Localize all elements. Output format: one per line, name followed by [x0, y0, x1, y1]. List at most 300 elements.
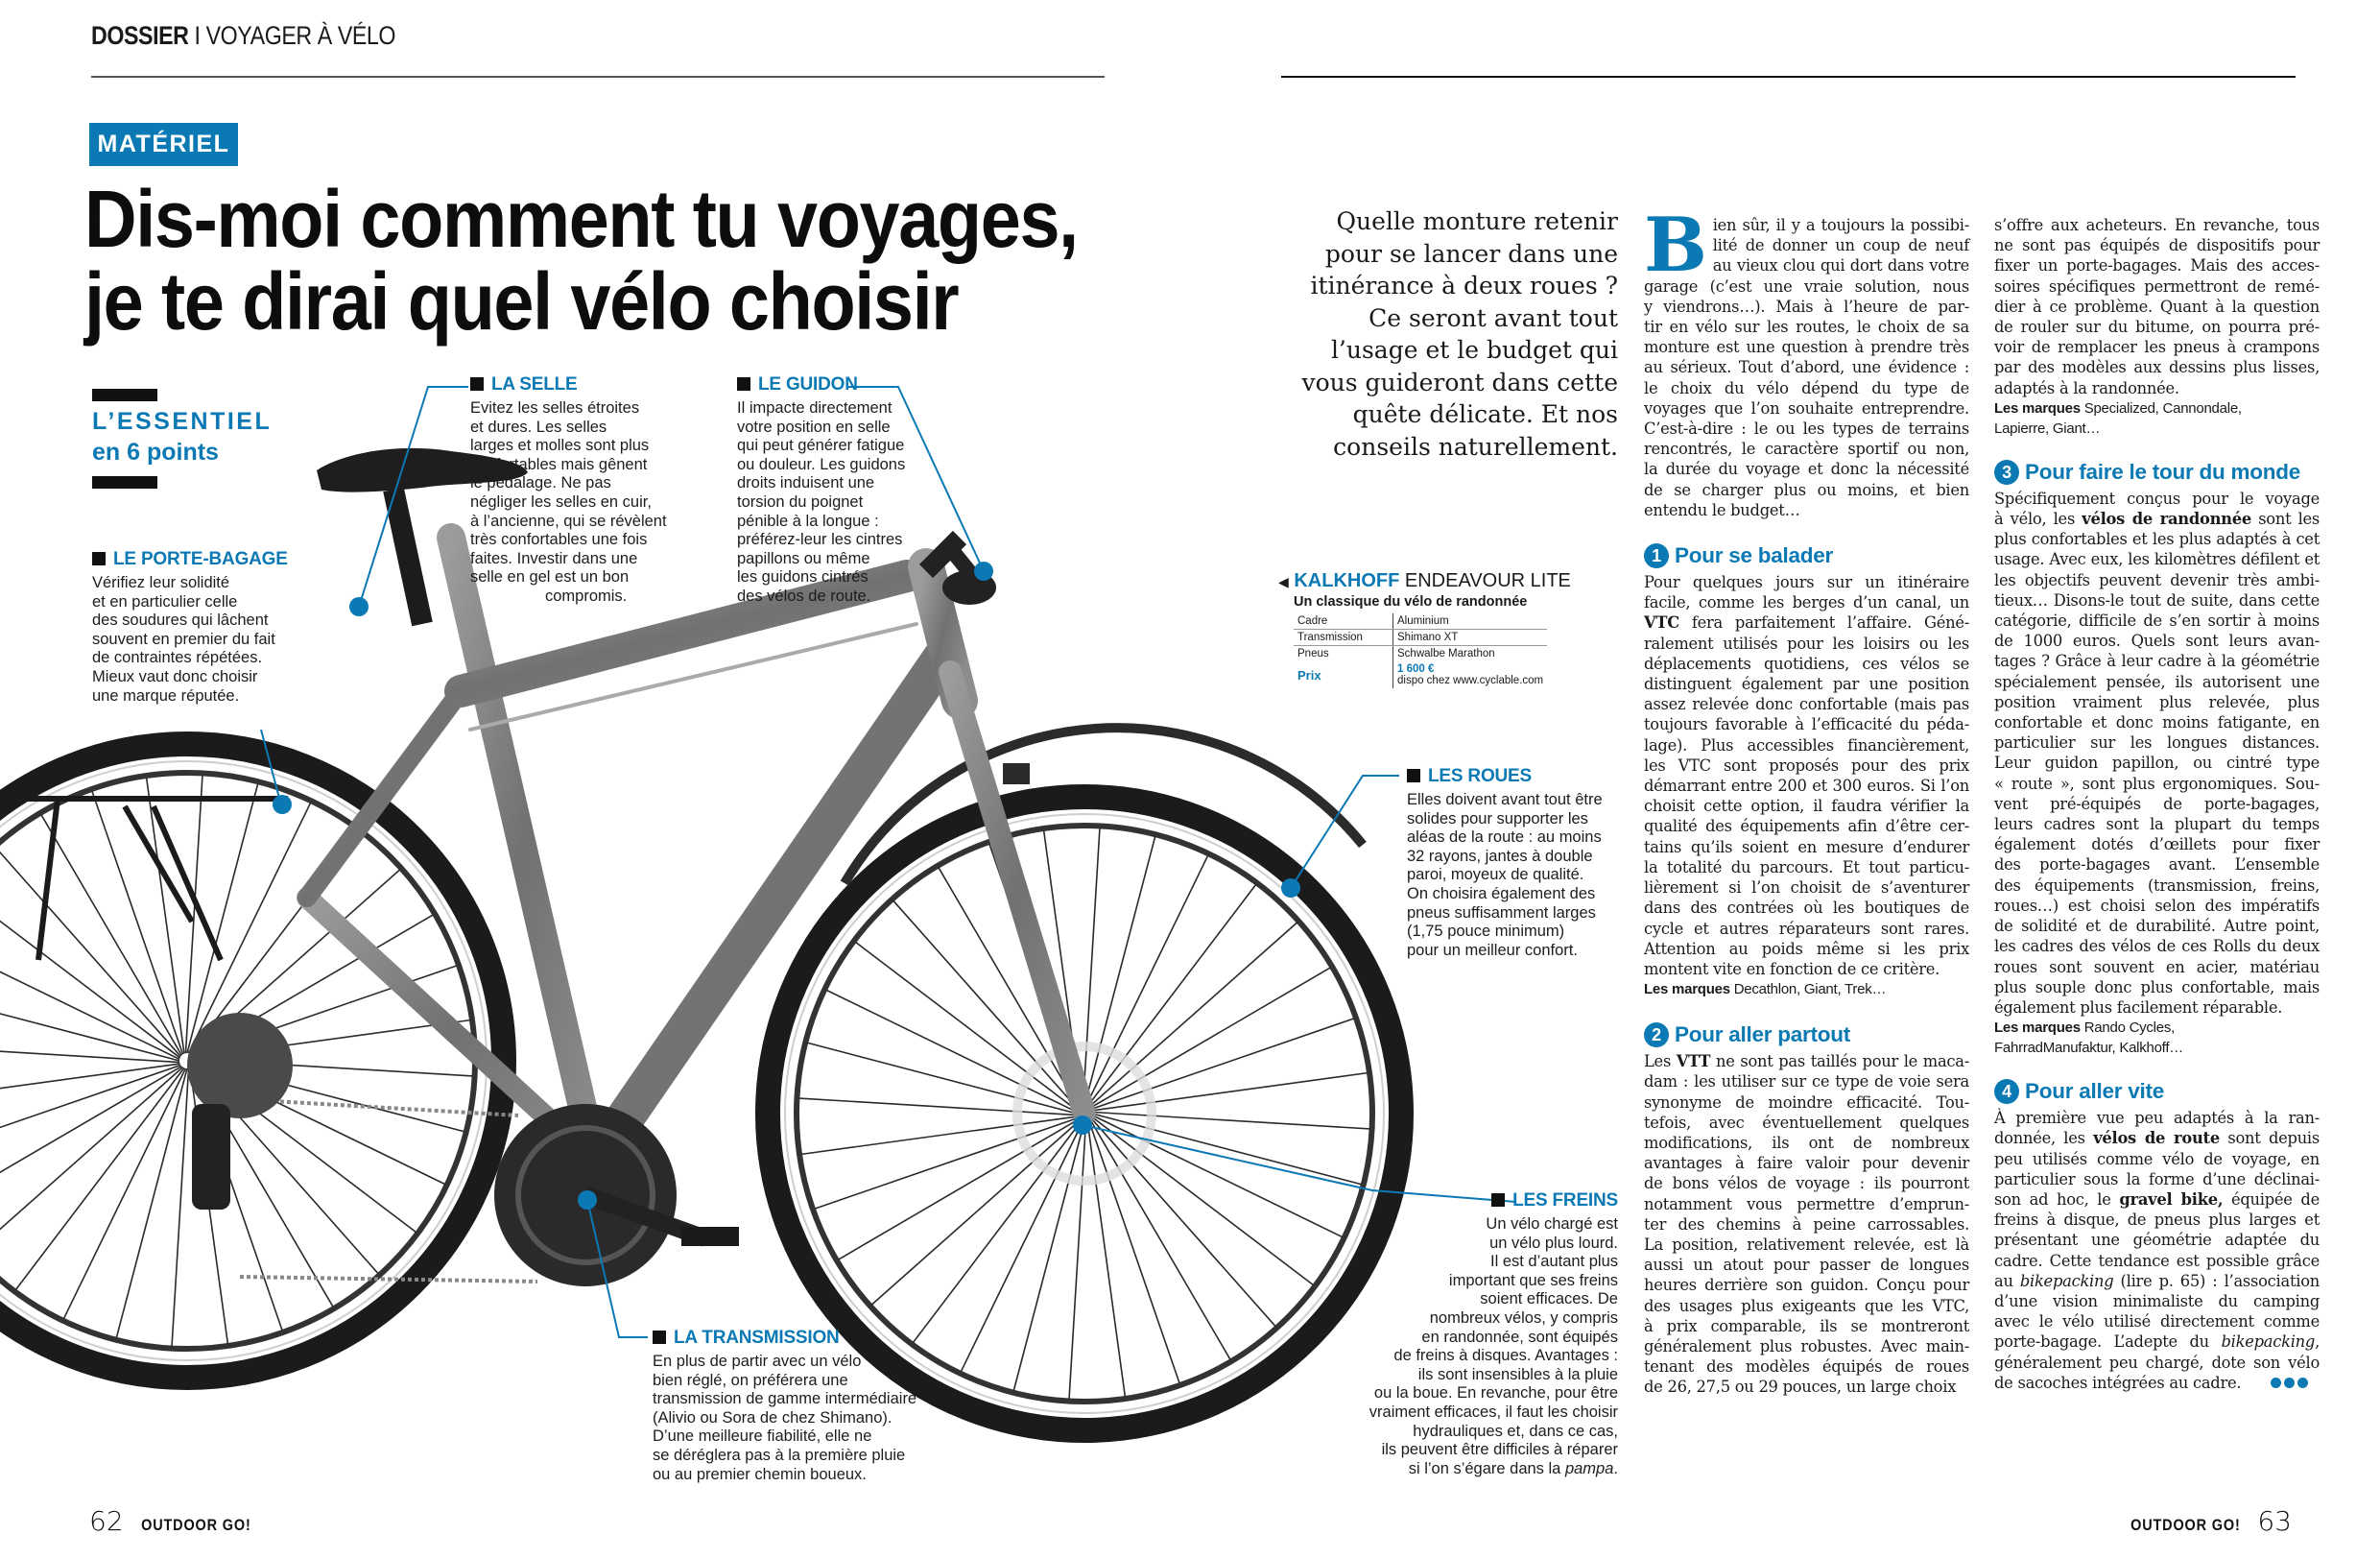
spoke: [807, 1043, 1077, 1114]
article-line: vent pré-équipés de porte-bagages,: [1994, 794, 2320, 813]
callout-line: ou au premier chemin boueux.: [653, 1465, 867, 1483]
article-line: toujours favorable à l’efficacité du péda-: [1644, 715, 1969, 734]
article-line: assez relevée donc confortable (mais pas: [1644, 695, 1969, 714]
spec-row-price: [1294, 661, 1547, 688]
footer-right: [2121, 1505, 2292, 1537]
pedal: [681, 1227, 739, 1246]
dot: [2284, 1378, 2295, 1388]
intro-line: Quelle monture retenir: [1336, 207, 1618, 235]
article-line: leurs cadres sont la plupart du temps: [1994, 815, 2320, 834]
callout-title: LA TRANSMISSION: [674, 1328, 840, 1348]
brands-label: Les marques: [1644, 981, 1730, 998]
article-line: ter des chemins à peine carrossables.: [1644, 1214, 1969, 1234]
section-number-badge: 1: [1644, 543, 1669, 568]
callout-line: Il est d’autant plus: [1490, 1253, 1618, 1271]
spoke: [0, 1067, 181, 1207]
callout-line: vraiment efficaces, il faut les choisir: [1368, 1403, 1618, 1421]
spoke: [116, 1068, 187, 1338]
magazine-name: OUTDOOR GO!: [140, 1516, 251, 1534]
article-line: porte-bagage. L’adepte du bikepacking,: [1994, 1332, 2320, 1352]
callout-line: selle en gel est un bon: [470, 568, 630, 587]
bullet-square-icon: [470, 377, 484, 391]
article-line: roues sont souvent en acier, matériau: [1994, 957, 2320, 976]
article-line: dam : les utiliser sur ce type de voie sera: [1644, 1072, 1969, 1091]
article-line: position vraiment plus relevée, plus: [1994, 692, 2320, 711]
spoke: [1092, 1114, 1362, 1185]
spoke: [826, 990, 1077, 1112]
article-line: les cadres des vélos de ces Rolls du deux: [1994, 937, 2320, 956]
callout-line: Il impacte directement: [737, 399, 892, 417]
article-line: notamment vous permettre d’emprun-: [1644, 1194, 1969, 1213]
article-line: les objectifs peuvent devenir très ambi-: [1994, 570, 2320, 589]
callout-line: (Alivio ou Sora de chez Shimano).: [653, 1408, 892, 1427]
spec-availability: dispo chez www.cyclable.com: [1397, 675, 1544, 686]
intro-line: vous guideront dans cette: [1301, 368, 1618, 396]
callout-transmission: [653, 1328, 916, 1484]
article-line: rencontrés, le caractère sportif ou non,: [1644, 440, 1969, 459]
article-line: particulier sous la forme d’une déclinai-: [1994, 1169, 2320, 1188]
left-arrow-icon: ◀: [1278, 574, 1289, 589]
callout-line: Elles doivent avant tout être: [1407, 791, 1603, 808]
article-line: dans des contrées où les boutiques de: [1644, 899, 1969, 918]
callout-title: LES FREINS: [1512, 1190, 1618, 1211]
section-heading: [1644, 543, 1969, 568]
article-line: d’une vision minimaliste du camping: [1994, 1291, 2320, 1310]
article-line: dier à ce problème. Quant à la question: [1994, 297, 2320, 316]
callout-line: de freins à disques. Avantages :: [1393, 1347, 1618, 1365]
article-line: à prix comparable, ils se montreront: [1644, 1316, 1969, 1335]
spoke: [1091, 1117, 1275, 1326]
spec-price-label: Prix: [1294, 661, 1393, 688]
article-line: présentant une géométrie adaptée du: [1994, 1231, 2320, 1250]
article-line: déplacements quotidiens, ces vélos se: [1644, 654, 1969, 673]
intro-line: l’usage et le budget qui: [1330, 336, 1618, 364]
article-line: usage. Avec eux, les kilomètres défilent et: [1994, 550, 2320, 569]
spoke: [961, 1121, 1083, 1372]
article-line: tieux… Disons-le tout de suite, dans cette: [1994, 590, 2320, 610]
callout-line: ou la boue. En revanche, pour être: [1373, 1384, 1618, 1403]
dot-transmission: [578, 1190, 597, 1210]
callout-line: pénible à la longue :: [737, 512, 879, 530]
callout-body: [92, 574, 288, 706]
callout-line: transmission de gamme intermédiaire: [653, 1390, 917, 1408]
spoke: [839, 1119, 1080, 1259]
page-number-left: 62: [89, 1505, 124, 1537]
callout-porte-bagage: [92, 549, 288, 706]
rear-rack: [0, 799, 288, 960]
bullet-square-icon: [737, 377, 750, 391]
callout-line: aléas de la route : au moins: [1407, 828, 1602, 847]
callout-body: [737, 399, 905, 607]
article-line: Les VTT ne sont pas taillés pour le maca-: [1644, 1052, 1969, 1071]
article-line: lité de donner un coup de neuf: [1712, 236, 1969, 255]
article-line: également plus facilement réparable.: [1994, 997, 2283, 1017]
article-line: tages ? Grâce à leur cadre à la géométrie: [1994, 652, 2320, 671]
article-line: la durée du voyage et donc la nécessité: [1644, 460, 1969, 479]
callout-line: larges et molles sont plus: [470, 437, 650, 455]
section-title: Pour aller vite: [2025, 1079, 2165, 1104]
callout-line: souvent en premier du fait: [92, 630, 275, 648]
spec-value: Shimano XT: [1393, 630, 1548, 646]
callout-roues: [1407, 766, 1603, 960]
article-line: Leur guidon papillon, ou cintré type: [1994, 754, 2320, 773]
bullet-square-icon: [92, 552, 106, 565]
callout-line: très confortables une fois: [470, 531, 648, 549]
spec-label: Transmission: [1294, 630, 1393, 646]
callout-line: le pédalage. Ne pas: [470, 474, 611, 492]
page-title-line-2: je te dirai quel vélo choisir: [84, 256, 959, 347]
spec-label: Cadre: [1294, 613, 1393, 630]
spoke: [0, 1067, 183, 1252]
section-body: [1644, 1051, 1969, 1397]
article-line: au bikepacking (lire p. 65) : l’association: [1994, 1271, 2320, 1290]
article-line: fixer un porte-bagages. Mais des acces-: [1994, 256, 2320, 276]
lead-paragraph: [1644, 202, 1969, 520]
callout-line: les guidons cintrés: [737, 568, 869, 587]
section-body: [1994, 489, 2320, 1018]
article-line: montent vite en fonction de ce critère.: [1644, 959, 1940, 978]
callout-line: En plus de partir avec un vélo: [653, 1353, 862, 1370]
callout-emphasis: pampa: [1564, 1459, 1614, 1477]
spec-label: Pneus: [1294, 646, 1393, 662]
section-title: Pour se balader: [1675, 543, 1834, 568]
spoke: [187, 783, 258, 1053]
dot: [2271, 1378, 2281, 1388]
callout-line: hydrauliques et, dans ce cas,: [1413, 1422, 1618, 1440]
magazine-name: OUTDOOR GO!: [2130, 1516, 2241, 1534]
spec-row: [1294, 613, 1547, 630]
article-line: les VTC sont proposés pour des prix: [1644, 756, 1969, 775]
essentiel-subheading: en 6 points: [92, 439, 219, 466]
brands-line: Les marques Decathlon, Giant, Trek…: [1644, 981, 1887, 998]
brands-line: Les marques Specialized, Cannondale, Lapierre, Giant…: [1994, 399, 2242, 437]
article-line: qualité des équipements afin d’être cer-: [1644, 817, 1969, 836]
header-separator: I: [194, 21, 201, 50]
page-number-right: 63: [2257, 1505, 2292, 1537]
end-of-article-dots-icon: [2268, 1373, 2308, 1393]
article-line: démarrant entre 200 et 300 euros. Si l’on: [1644, 777, 1969, 796]
callout-line: On choisira également des: [1407, 884, 1596, 902]
spec-model: ENDEAVOUR LITE: [1404, 570, 1571, 591]
spoke: [1091, 1073, 1368, 1111]
article-line: la totalité du parcours. Et tout particu-: [1644, 857, 1969, 876]
intro-line: quête délicate. Et nos: [1352, 400, 1618, 428]
article-line: donnée, les vélos de route sont depuis: [1994, 1129, 2320, 1148]
article-line: heures derrière son guidon. Conçu pour: [1644, 1276, 1969, 1295]
section-heading: [1644, 1022, 1969, 1047]
spec-price: 1 600 €: [1397, 663, 1435, 675]
intro-line: itinérance à deux roues ?: [1310, 272, 1618, 300]
section-label: DOSSIER: [91, 21, 189, 50]
callout-line: un vélo plus lourd.: [1489, 1234, 1618, 1252]
article-line: ne sont pas équipés de dispositifs pour: [1994, 236, 2320, 255]
article-line: catégorie, difficile de s’en sortir à moins: [1994, 612, 2320, 631]
callout-line: Evitez les selles étroites: [470, 399, 640, 417]
dot-porte-bagage: [273, 795, 292, 814]
callout-line: se déréglera pas à la première pluie: [653, 1446, 906, 1464]
section-title: Pour faire le tour du monde: [2025, 459, 2301, 484]
section-heading: [1994, 1079, 2320, 1104]
spec-table: [1294, 613, 1547, 688]
article-line: À première vue peu adaptés à la ran-: [1994, 1109, 2320, 1128]
callout-line: confortables mais gênent: [470, 455, 648, 473]
article-line: tir en vélo sur les routes, le choix de sa: [1644, 318, 1969, 337]
article-line: le choix du vélo dépend du type de: [1644, 378, 1969, 397]
section-number-badge: 2: [1644, 1022, 1669, 1047]
bike-spec-box: [1278, 570, 1571, 688]
callout-line: soient efficaces. De: [1480, 1290, 1618, 1308]
spec-value: Aluminium: [1393, 613, 1548, 630]
spoke: [798, 1098, 1077, 1115]
dot-freins: [1073, 1115, 1092, 1135]
article-line: voyages que l’on souhaite entreprendre.: [1644, 398, 1969, 418]
article-line: « route », sont plus ergonomiques. Sou-: [1994, 774, 2320, 793]
article-line: des équipements (transmission, freins,: [1994, 875, 2320, 895]
article-line: ien sûr, il y a toujours la possibi-: [1712, 216, 1969, 234]
callout-line: des soudures qui lâchent: [92, 612, 269, 630]
article-line: également dotés d’œillets pour fixer: [1994, 835, 2320, 854]
spoke: [147, 778, 184, 1054]
callout-line: ils sont insensibles à la pluie: [1417, 1365, 1618, 1383]
callout-line: si l’on s’égare dans la pampa.: [1408, 1459, 1618, 1477]
article-line: cycle et autres réparateurs sont rares.: [1644, 919, 1969, 938]
callout-selle: [470, 374, 667, 607]
category-badge: MATÉRIEL: [89, 123, 238, 166]
article-line: ralement utilisés pour les loisirs ou les: [1644, 634, 1969, 653]
callout-line: à l’ancienne, qui se révèlent: [470, 512, 667, 530]
article-column-1: [1644, 202, 1969, 1398]
spoke: [0, 1065, 180, 1156]
callout-line: négliger les selles en cuir,: [470, 492, 652, 511]
article-line: modifications, ils ont de nombreux: [1644, 1133, 1969, 1152]
article-line: choisit cette option, il faudra vérifier la: [1644, 797, 1969, 816]
article-line: plus souple donc plus confortable, mais: [1994, 977, 2320, 996]
callout-line: (1,75 pouce minimum): [1407, 923, 1565, 941]
footer-left: [89, 1505, 260, 1537]
article-line: lage). Plus accessibles financièrement,: [1644, 735, 1969, 755]
intro-line: pour se lancer dans une: [1324, 239, 1618, 268]
spoke: [0, 937, 179, 1059]
spoke: [1087, 1120, 1125, 1397]
article-line: entendu le budget…: [1644, 500, 1800, 519]
spoke: [1088, 923, 1297, 1107]
spec-row: [1294, 646, 1547, 662]
spoke: [1069, 1121, 1086, 1400]
article-line: des porte-bagages avant. L’ensemble: [1994, 855, 2320, 875]
section-body: [1994, 1108, 2320, 1393]
article-line: cadre. Cette tendance est possible grâce: [1994, 1251, 2320, 1270]
dot-selle: [349, 597, 369, 616]
callout-line: pour un meilleur confort.: [1407, 941, 1578, 959]
rear-derailleur: [192, 1104, 230, 1210]
callout-title: LES ROUES: [1428, 766, 1532, 786]
cassette: [187, 1013, 293, 1118]
callout-body: [1324, 1215, 1618, 1478]
callout-line: et dures. Les selles: [470, 418, 607, 436]
callout-line: ou douleur. Les guidons: [737, 455, 906, 473]
article-line: aussi un atout pour passer de longues: [1644, 1256, 1969, 1275]
brands-label: Les marques: [1994, 399, 2081, 417]
drop-cap: B: [1644, 202, 1707, 289]
article-line: y viendrons…). Mais à l’heure de par-: [1644, 297, 1969, 316]
spoke: [1013, 1121, 1084, 1391]
intro-line: conseils naturellement.: [1333, 432, 1618, 461]
article-line: Spécifiquement conçus pour le voyage: [1994, 489, 2320, 508]
callout-body: [1407, 791, 1603, 960]
callout-line: bien réglé, on préférera une: [653, 1371, 848, 1389]
section-number-badge: 4: [1994, 1079, 2019, 1104]
article-line: C’est-à-dire : le ou les types de terrains: [1644, 420, 1969, 439]
callout-line: de contraintes répétées.: [92, 649, 263, 667]
spoke: [0, 889, 180, 1058]
callout-line: compromis.: [545, 587, 628, 605]
spoke: [1090, 1119, 1230, 1360]
callout-title: LA SELLE: [491, 374, 578, 395]
article-line: tains qu’ils soient en mesure d’endurer: [1644, 837, 1969, 856]
article-line: généralement plus robustes. Avec main-: [1644, 1336, 1969, 1355]
spoke: [1086, 855, 1208, 1106]
article-line: au sérieux. Tout d’abord, une évidence :: [1644, 358, 1969, 377]
brands-label: Les marques: [1994, 1019, 2081, 1037]
spec-brand: KALKHOFF: [1294, 570, 1400, 591]
spec-subtitle: Un classique du vélo de randonnée: [1294, 594, 1528, 610]
callout-line: des vélos de route.: [737, 587, 871, 605]
article-line: de 26, 27,5 ou 29 pouces, un large choix: [1644, 1378, 1957, 1397]
spoke: [41, 815, 181, 1056]
spoke: [871, 1120, 1080, 1305]
spoke: [63, 1068, 185, 1319]
article-line: à vélo, les vélos de randonnée sont les: [1994, 510, 2320, 529]
spoke: [172, 1068, 189, 1347]
dot: [2297, 1378, 2308, 1388]
callout-line: préférez-leur les cintres: [737, 531, 903, 549]
callout-line: et en particulier celle: [92, 592, 238, 611]
spoke: [1084, 836, 1155, 1106]
article-line: monture est une question à prendre très: [1644, 338, 1969, 357]
article-column-2: [1994, 215, 2320, 1393]
article-line: des usages plus exigeants que les VTC,: [1644, 1296, 1969, 1315]
article-line: généralement peu chargé, dote son vélo: [1994, 1353, 2320, 1372]
article-line: de solidité et de durabilité. Autre point,: [1994, 917, 2320, 936]
article-line: garage (c’est une vraie solution, nous: [1644, 276, 1969, 296]
article-line: soires spécifiques permettront de remé-: [1994, 276, 2320, 296]
callout-line: droits induisent une: [737, 474, 875, 492]
callout-line: une marque réputée.: [92, 686, 240, 705]
article-line: distinguent également par une position: [1644, 675, 1969, 694]
article-line: voir de remplacer les pneus à crampons: [1994, 338, 2320, 357]
callout-line: en randonnée, sont équipés: [1421, 1328, 1618, 1346]
callout-line: papillons ou même: [737, 549, 870, 567]
spoke: [1083, 827, 1100, 1106]
article-line: tenant des modèles équipés de roues: [1644, 1357, 1969, 1377]
article-line: facile, comme les berges d’un canal, un: [1644, 593, 1969, 612]
article-line: Attention au poids même si les prix: [1644, 939, 1969, 958]
article-line: Pour quelques jours sur un itinéraire: [1644, 573, 1969, 592]
bullet-square-icon: [653, 1331, 666, 1344]
callout-guidon: [737, 374, 905, 607]
article-line: son ad hoc, le gravel bike, équipée de: [1994, 1189, 2320, 1209]
section-topic: VOYAGER À VÉLO: [205, 21, 396, 50]
article-line: particulier sur les longues distances.: [1994, 733, 2320, 753]
headlight: [1003, 763, 1030, 784]
article-line: VTC fera parfaitement l’affaire. Géné-: [1644, 613, 1969, 633]
section-body: [1644, 572, 1969, 979]
article-line: roues…) est choisi selon des impératifs: [1994, 896, 2320, 915]
callout-line: qui peut générer fatigue: [737, 437, 905, 455]
spec-row: [1294, 630, 1547, 646]
callout-line: paroi, moyeux de qualité.: [1407, 866, 1584, 884]
callout-line: 32 rayons, jantes à double: [1407, 847, 1593, 865]
callout-body: [470, 399, 667, 607]
callout-line: torsion du poignet: [737, 492, 864, 511]
callout-line: votre position en selle: [737, 418, 891, 436]
callout-body: [653, 1353, 916, 1484]
spoke: [1092, 1112, 1370, 1129]
dot-guidon: [974, 562, 993, 581]
article-line: de bons vélos de voyage : ils pourront: [1644, 1174, 1969, 1193]
article-line: lièrement si l’on choisit de s’aventurer: [1644, 878, 1969, 898]
chain: [240, 1099, 518, 1115]
callout-line: important que ses freins: [1448, 1271, 1618, 1289]
callout-line: nombreux vélos, y compris: [1429, 1308, 1618, 1327]
essentiel-heading: L’ESSENTIEL: [92, 408, 273, 435]
spoke: [0, 848, 180, 1056]
callout-line: Un vélo chargé est: [1486, 1215, 1618, 1233]
section-heading: [1994, 460, 2320, 485]
callout-line: Vérifiez leur solidité: [92, 574, 230, 591]
intro-line: Ce seront avant tout: [1368, 303, 1618, 332]
dot-roues: [1281, 878, 1300, 898]
article-line: au vieux clou qui dort dans votre: [1712, 256, 1969, 276]
article-line: plus confortables et les plus adaptés à cet: [1994, 530, 2320, 549]
callout-line: faites. Investir dans une: [470, 549, 638, 567]
article-line: de rouler sur du bitume, on pourra pré-: [1994, 318, 2320, 337]
article-line: adaptés à la randonnée.: [1994, 378, 2179, 397]
article-line: tefois, avec éventuellement quelques: [1644, 1113, 1969, 1132]
spec-value: Schwalbe Marathon: [1397, 648, 1495, 660]
article-line: freins à disque, de pneus plus larges et: [1994, 1211, 2320, 1230]
callout-freins: [1324, 1190, 1618, 1478]
article-line: La position, relativement relevée, est là: [1644, 1235, 1969, 1254]
section-title: Pour aller partout: [1675, 1022, 1851, 1047]
article-line: avantages à faire valoir pour devenir: [1644, 1154, 1969, 1173]
callout-line: solides pour supporter les: [1407, 809, 1588, 827]
article-line: de sacoches intégrées au cadre.: [1994, 1373, 2320, 1393]
article-line: confortable et donc moins fatigante, en: [1994, 713, 2320, 732]
article-line: de se charger plus ou moins, et bien: [1644, 480, 1969, 499]
article-line: spécialement pensée, ils autorisent une: [1994, 672, 2320, 691]
spoke: [1090, 968, 1331, 1108]
article-line: peu utilisés comme vélo de voyage, en: [1994, 1149, 2320, 1168]
callout-line: D’une meilleure fiabilité, elle ne: [653, 1427, 872, 1446]
callout-title: LE PORTE-BAGAGE: [113, 549, 288, 569]
spoke: [801, 1116, 1078, 1154]
section-number-badge: 3: [1994, 460, 2019, 485]
section-continued: [1994, 215, 2320, 398]
bullet-square-icon: [1491, 1193, 1505, 1207]
callout-line: Mieux vaut donc choisir: [92, 667, 258, 685]
intro-paragraph: [1286, 205, 1618, 463]
callout-line: pneus suffisamment larges: [1407, 903, 1596, 922]
callout-line: ils peuvent être difficiles à réparer: [1381, 1441, 1618, 1459]
article-line: synonyme de moindre efficacité. Tou-: [1644, 1092, 1969, 1112]
page-title-line-1: Dis-moi comment tu voyages,: [84, 174, 1078, 264]
article-line: de 1000 euros. Quels sont leurs avan-: [1994, 632, 2320, 651]
article-line: avec le vélo utilisé directement comme: [1994, 1312, 2320, 1331]
article-line: par des modèles aux dessins plus lisses,: [1994, 358, 2320, 377]
article-line: s’offre aux acheteurs. En revanche, tous: [1994, 216, 2320, 234]
callout-title: LE GUIDON: [758, 374, 858, 395]
